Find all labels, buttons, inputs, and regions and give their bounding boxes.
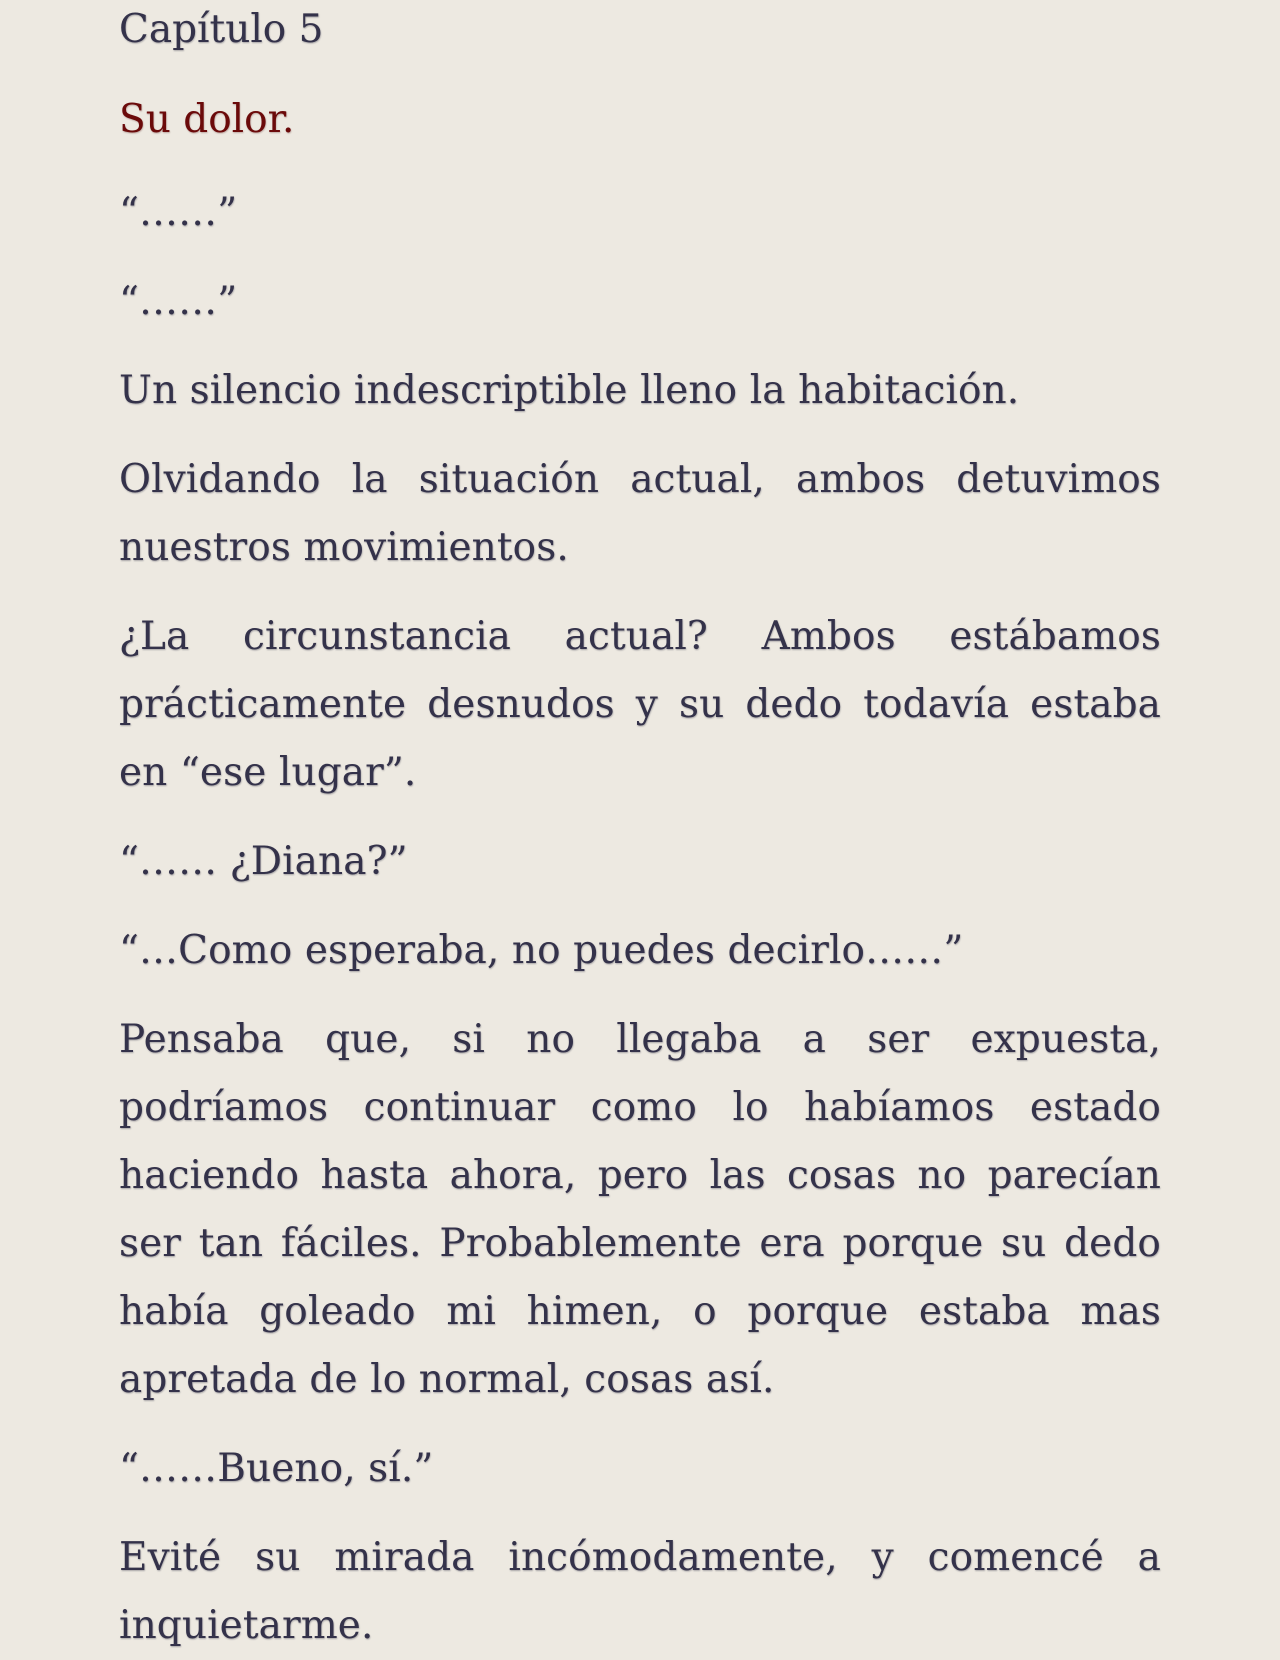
paragraph: “……Bueno, sí.” — [119, 1446, 434, 1491]
chapter-title: Su dolor. — [119, 97, 295, 142]
chapter-label: Capítulo 5 — [119, 7, 324, 52]
paragraph: “……” — [119, 190, 238, 235]
paragraph: Olvidando la situación actual, ambos detuvimos nuestros movimientos. — [119, 457, 1161, 570]
paragraph: Pensaba que, si no llegaba a ser expuesta, podríamos continuar como lo habíamos estado haciendo hasta ahora, pero las cosas no parecían ser tan fáciles. Probablemente era porque su dedo había goleado mi himen, o porque estaba mas apretada de lo normal, cosas así. — [119, 1017, 1161, 1402]
paragraph: ¿La circunstancia actual? Ambos estábamos prácticamente desnudos y su dedo todavía estaba en “ese lugar”. — [119, 614, 1161, 795]
book-page — [119, 0, 1161, 1660]
paragraph: “…Como esperaba, no puedes decirlo……” — [119, 928, 964, 973]
paragraph: “…… ¿Diana?” — [119, 839, 408, 884]
paragraph: Un silencio indescriptible lleno la habitación. — [119, 368, 1020, 413]
paragraph: “……” — [119, 279, 238, 324]
paragraph: Evité su mirada incómodamente, y comencé a inquietarme. — [119, 1535, 1161, 1648]
